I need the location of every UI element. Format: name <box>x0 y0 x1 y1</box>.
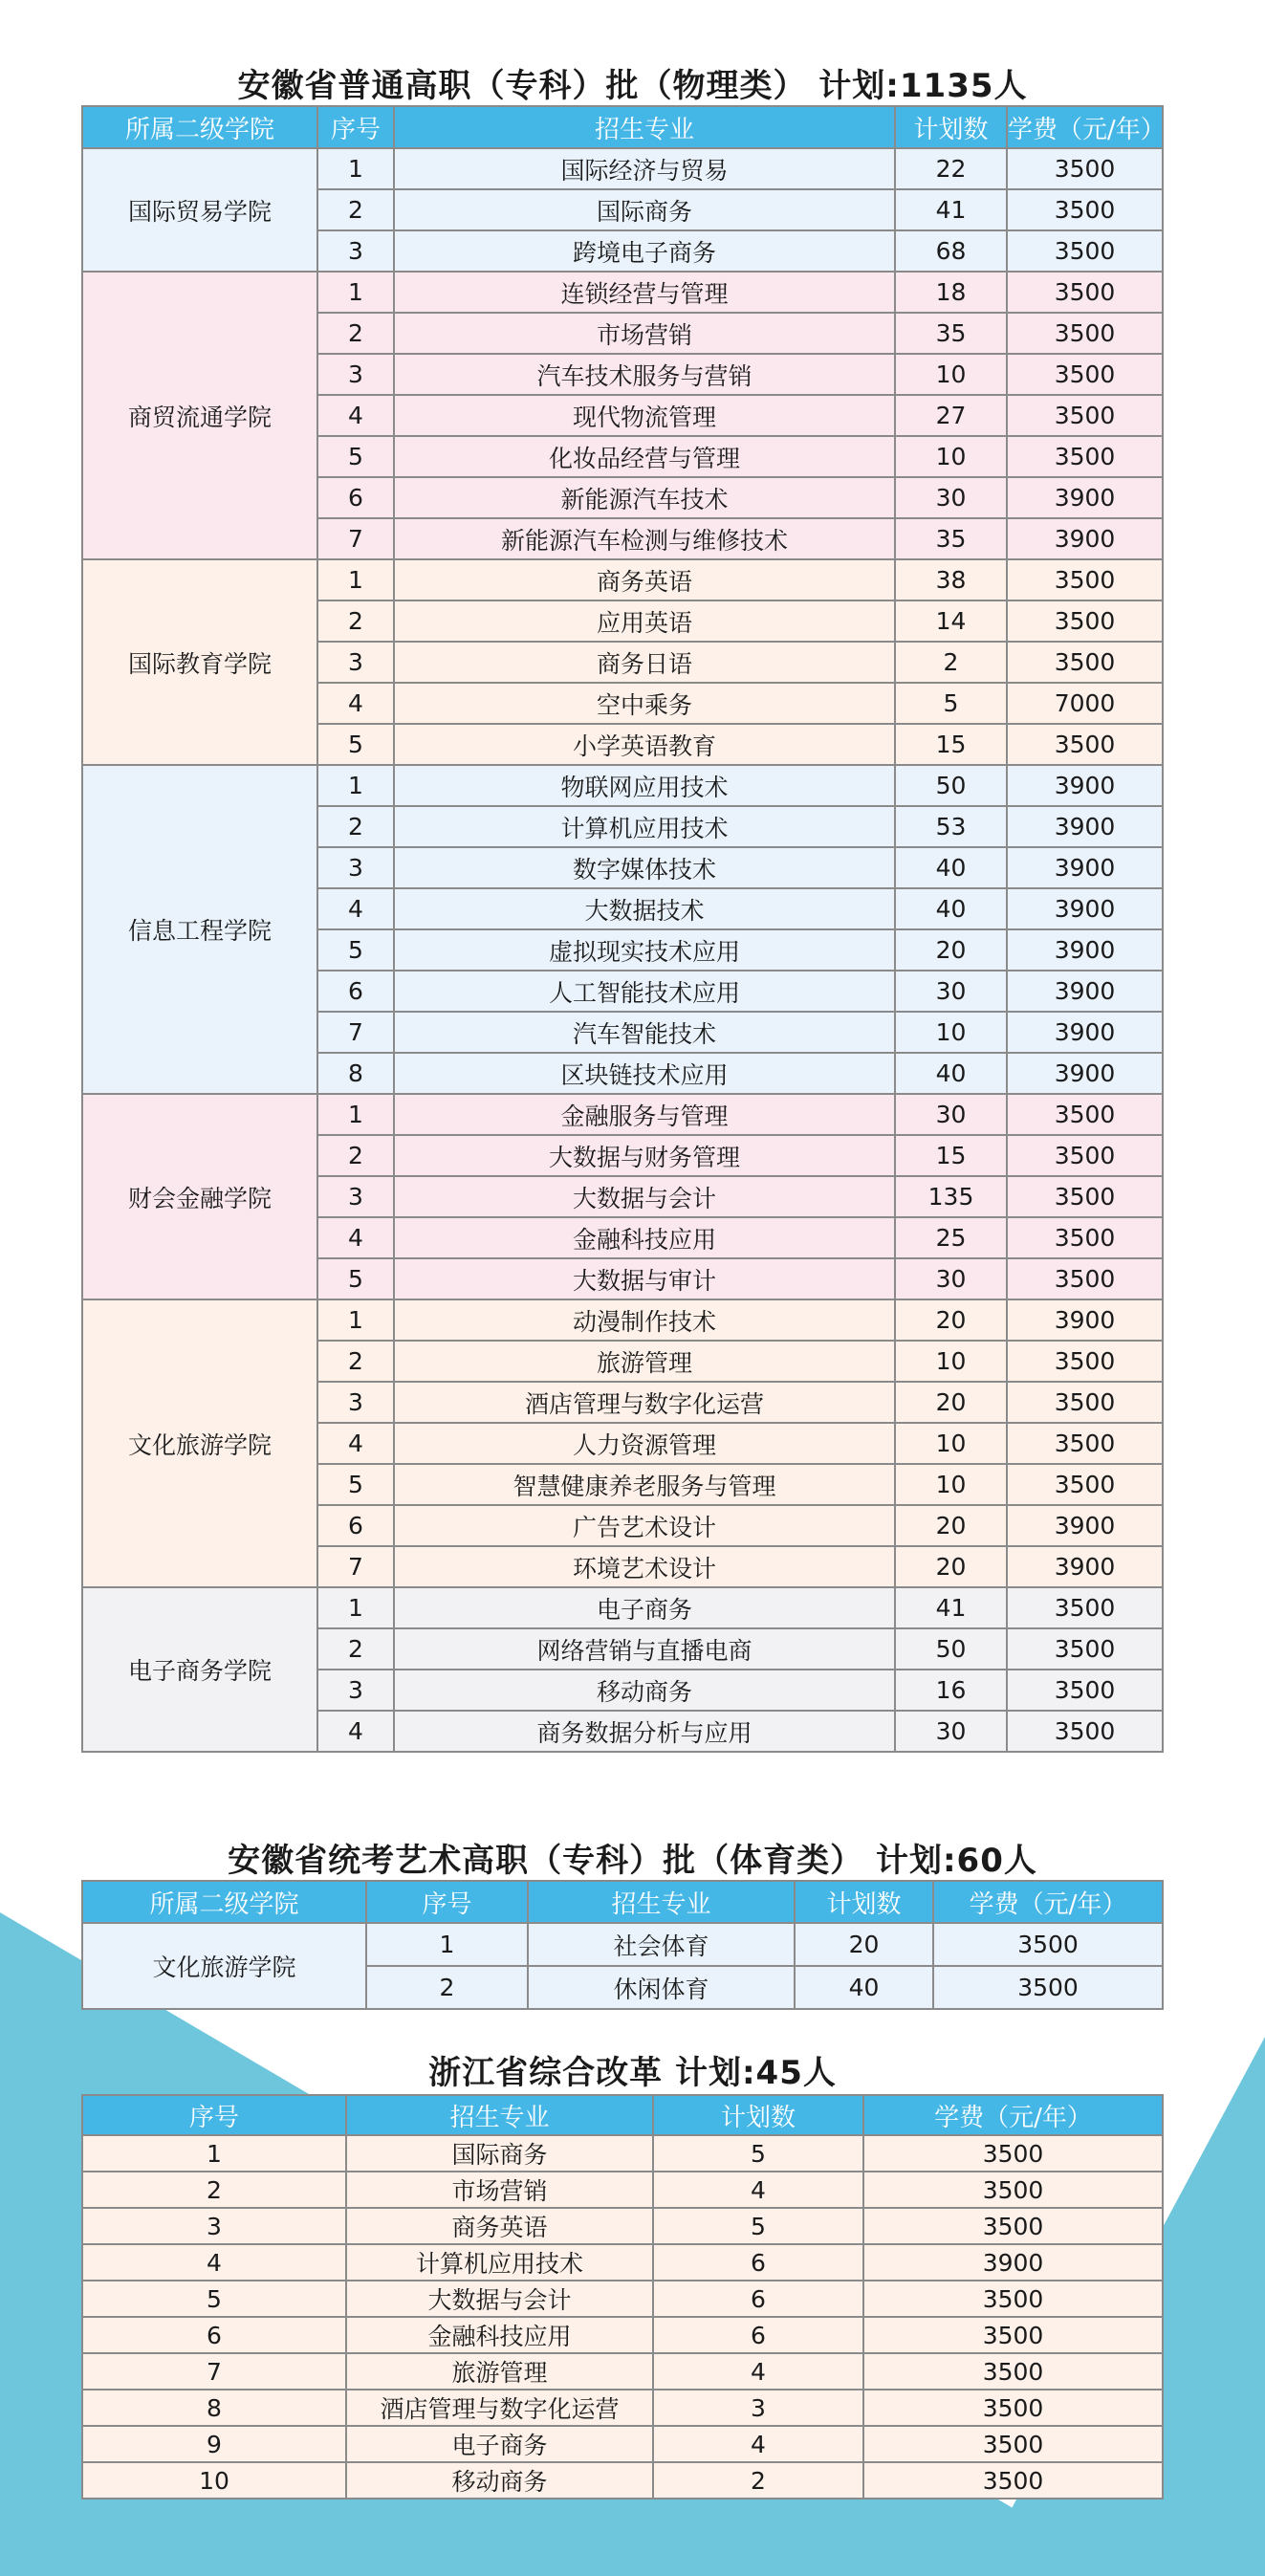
tuition-cell: 3500 <box>1007 230 1163 272</box>
table3-title: 浙江省综合改革 计划:45人 <box>428 2054 837 2092</box>
major-cell: 国际经济与贸易 <box>394 148 895 189</box>
seq-cell: 2 <box>82 2172 346 2208</box>
tuition-cell: 3900 <box>1007 1053 1163 1094</box>
table-row <box>82 765 1163 806</box>
seq-cell: 4 <box>317 683 394 724</box>
plan-count-cell: 30 <box>895 477 1007 518</box>
plan-count-cell: 10 <box>895 1012 1007 1053</box>
tuition-cell: 3900 <box>1007 1505 1163 1546</box>
plan-count-cell: 20 <box>795 1923 933 1966</box>
tuition-cell: 3900 <box>1007 847 1163 888</box>
table-row <box>82 272 1163 313</box>
college-cell: 信息工程学院 <box>82 765 317 1094</box>
column-header: 学费（元/年） <box>1007 106 1163 148</box>
tuition-cell: 3500 <box>863 2353 1163 2390</box>
table-sports-plan <box>81 1880 1164 2010</box>
plan-count-cell: 135 <box>895 1176 1007 1217</box>
major-cell: 网络营销与直播电商 <box>394 1628 895 1670</box>
seq-cell: 2 <box>317 1135 394 1176</box>
seq-cell: 2 <box>317 806 394 847</box>
seq-cell: 5 <box>317 724 394 765</box>
plan-count-cell: 22 <box>895 148 1007 189</box>
column-header: 所属二级学院 <box>82 106 317 148</box>
plan-count-cell: 40 <box>895 847 1007 888</box>
major-cell: 酒店管理与数字化运营 <box>346 2390 653 2426</box>
plan-count-cell: 10 <box>895 1423 1007 1464</box>
seq-cell: 5 <box>317 1464 394 1505</box>
column-header: 计划数 <box>653 2095 863 2135</box>
major-cell: 市场营销 <box>346 2172 653 2208</box>
tuition-cell: 3500 <box>933 1966 1163 2009</box>
tuition-cell: 3500 <box>1007 148 1163 189</box>
seq-cell: 1 <box>82 2135 346 2172</box>
major-cell: 金融科技应用 <box>394 1217 895 1258</box>
tuition-cell: 3500 <box>1007 1341 1163 1382</box>
seq-cell: 1 <box>317 148 394 189</box>
table-header-row <box>82 1881 1163 1923</box>
college-cell: 财会金融学院 <box>82 1094 317 1299</box>
major-cell: 汽车技术服务与营销 <box>394 354 895 395</box>
seq-cell: 6 <box>317 1505 394 1546</box>
tuition-cell: 3500 <box>863 2317 1163 2353</box>
column-header: 招生专业 <box>346 2095 653 2135</box>
plan-count-cell: 4 <box>653 2353 863 2390</box>
seq-cell: 4 <box>317 395 394 436</box>
plan-count-cell: 25 <box>895 1217 1007 1258</box>
seq-cell: 2 <box>317 600 394 642</box>
college-cell: 文化旅游学院 <box>82 1299 317 1587</box>
tuition-cell: 3500 <box>1007 354 1163 395</box>
plan-count-cell: 6 <box>653 2244 863 2281</box>
tuition-cell: 3900 <box>1007 888 1163 929</box>
seq-cell: 1 <box>317 272 394 313</box>
plan-count-cell: 2 <box>653 2462 863 2499</box>
major-cell: 社会体育 <box>528 1923 795 1966</box>
plan-count-cell: 5 <box>653 2135 863 2172</box>
plan-count-cell: 4 <box>653 2172 863 2208</box>
column-header: 序号 <box>317 106 394 148</box>
seq-cell: 8 <box>317 1053 394 1094</box>
table-row <box>82 2390 1163 2426</box>
major-cell: 休闲体育 <box>528 1966 795 2009</box>
tuition-cell: 3500 <box>863 2172 1163 2208</box>
seq-cell: 3 <box>317 354 394 395</box>
seq-cell: 4 <box>82 2244 346 2281</box>
seq-cell: 5 <box>317 1258 394 1299</box>
tuition-cell: 3500 <box>1007 600 1163 642</box>
column-header: 所属二级学院 <box>82 1881 366 1923</box>
tuition-cell: 3500 <box>1007 1258 1163 1299</box>
table-row <box>82 2462 1163 2499</box>
seq-cell: 9 <box>82 2426 346 2462</box>
seq-cell: 3 <box>317 1382 394 1423</box>
tuition-cell: 3900 <box>1007 477 1163 518</box>
seq-cell: 4 <box>317 1423 394 1464</box>
major-cell: 计算机应用技术 <box>394 806 895 847</box>
tuition-cell: 3500 <box>863 2208 1163 2244</box>
tuition-cell: 3500 <box>863 2135 1163 2172</box>
seq-cell: 3 <box>317 1176 394 1217</box>
plan-count-cell: 53 <box>895 806 1007 847</box>
major-cell: 数字媒体技术 <box>394 847 895 888</box>
major-cell: 国际商务 <box>346 2135 653 2172</box>
column-header: 序号 <box>366 1881 528 1923</box>
college-cell: 文化旅游学院 <box>82 1923 366 2009</box>
major-cell: 大数据与审计 <box>394 1258 895 1299</box>
major-cell: 应用英语 <box>394 600 895 642</box>
plan-count-cell: 15 <box>895 724 1007 765</box>
plan-count-cell: 6 <box>653 2317 863 2353</box>
seq-cell: 2 <box>317 1628 394 1670</box>
college-cell: 商贸流通学院 <box>82 272 317 559</box>
tuition-cell: 3500 <box>1007 1670 1163 1711</box>
major-cell: 汽车智能技术 <box>394 1012 895 1053</box>
seq-cell: 4 <box>317 888 394 929</box>
table-row <box>82 2281 1163 2317</box>
plan-count-cell: 18 <box>895 272 1007 313</box>
major-cell: 动漫制作技术 <box>394 1299 895 1341</box>
major-cell: 环境艺术设计 <box>394 1546 895 1587</box>
tuition-cell: 3500 <box>1007 642 1163 683</box>
column-header: 招生专业 <box>528 1881 795 1923</box>
tuition-cell: 3500 <box>1007 1217 1163 1258</box>
seq-cell: 8 <box>82 2390 346 2426</box>
table-row <box>82 1094 1163 1135</box>
plan-count-cell: 40 <box>895 1053 1007 1094</box>
plan-count-cell: 5 <box>895 683 1007 724</box>
major-cell: 酒店管理与数字化运营 <box>394 1382 895 1423</box>
column-header: 学费（元/年） <box>863 2095 1163 2135</box>
major-cell: 商务英语 <box>346 2208 653 2244</box>
tuition-cell: 3500 <box>1007 1423 1163 1464</box>
plan-count-cell: 16 <box>895 1670 1007 1711</box>
seq-cell: 5 <box>82 2281 346 2317</box>
major-cell: 小学英语教育 <box>394 724 895 765</box>
college-cell: 国际贸易学院 <box>82 148 317 272</box>
major-cell: 连锁经营与管理 <box>394 272 895 313</box>
plan-count-cell: 20 <box>895 1382 1007 1423</box>
tuition-cell: 3500 <box>863 2426 1163 2462</box>
major-cell: 大数据技术 <box>394 888 895 929</box>
tuition-cell: 3500 <box>1007 1176 1163 1217</box>
major-cell: 商务日语 <box>394 642 895 683</box>
table-row <box>82 148 1163 189</box>
tuition-cell: 3900 <box>1007 929 1163 971</box>
major-cell: 大数据与会计 <box>346 2281 653 2317</box>
table-row <box>82 1587 1163 1628</box>
plan-count-cell: 10 <box>895 436 1007 477</box>
plan-count-cell: 20 <box>895 1505 1007 1546</box>
major-cell: 旅游管理 <box>346 2353 653 2390</box>
major-cell: 移动商务 <box>346 2462 653 2499</box>
plan-count-cell: 20 <box>895 1299 1007 1341</box>
table-header-row <box>82 106 1163 148</box>
seq-cell: 3 <box>317 642 394 683</box>
table-row <box>82 2135 1163 2172</box>
tuition-cell: 3500 <box>1007 436 1163 477</box>
major-cell: 计算机应用技术 <box>346 2244 653 2281</box>
seq-cell: 1 <box>317 1094 394 1135</box>
major-cell: 电子商务 <box>394 1587 895 1628</box>
major-cell: 人工智能技术应用 <box>394 971 895 1012</box>
plan-count-cell: 30 <box>895 1258 1007 1299</box>
major-cell: 金融科技应用 <box>346 2317 653 2353</box>
tuition-cell: 3900 <box>1007 1012 1163 1053</box>
seq-cell: 6 <box>317 971 394 1012</box>
plan-count-cell: 15 <box>895 1135 1007 1176</box>
tuition-cell: 3900 <box>1007 765 1163 806</box>
tuition-cell: 3900 <box>1007 518 1163 559</box>
major-cell: 跨境电子商务 <box>394 230 895 272</box>
seq-cell: 4 <box>317 1711 394 1752</box>
plan-count-cell: 20 <box>895 929 1007 971</box>
seq-cell: 6 <box>82 2317 346 2353</box>
seq-cell: 3 <box>317 847 394 888</box>
tuition-cell: 3500 <box>1007 395 1163 436</box>
tuition-cell: 3900 <box>1007 971 1163 1012</box>
tuition-cell: 3500 <box>1007 1587 1163 1628</box>
major-cell: 人力资源管理 <box>394 1423 895 1464</box>
tuition-cell: 3500 <box>1007 1135 1163 1176</box>
major-cell: 化妆品经营与管理 <box>394 436 895 477</box>
tuition-cell: 3500 <box>863 2390 1163 2426</box>
major-cell: 市场营销 <box>394 313 895 354</box>
plan-count-cell: 3 <box>653 2390 863 2426</box>
seq-cell: 1 <box>317 1587 394 1628</box>
seq-cell: 1 <box>317 559 394 600</box>
plan-count-cell: 40 <box>895 888 1007 929</box>
tuition-cell: 3900 <box>1007 1299 1163 1341</box>
tuition-cell: 3500 <box>1007 1382 1163 1423</box>
seq-cell: 7 <box>317 1012 394 1053</box>
college-cell: 国际教育学院 <box>82 559 317 765</box>
college-cell: 电子商务学院 <box>82 1587 317 1752</box>
major-cell: 广告艺术设计 <box>394 1505 895 1546</box>
table-row <box>82 2244 1163 2281</box>
table-row <box>82 2353 1163 2390</box>
major-cell: 移动商务 <box>394 1670 895 1711</box>
plan-count-cell: 6 <box>653 2281 863 2317</box>
major-cell: 大数据与财务管理 <box>394 1135 895 1176</box>
major-cell: 区块链技术应用 <box>394 1053 895 1094</box>
plan-count-cell: 38 <box>895 559 1007 600</box>
table1-title: 安徽省普通高职（专科）批（物理类） 计划:1135人 <box>237 67 1028 105</box>
plan-count-cell: 40 <box>795 1966 933 2009</box>
table-row <box>82 2208 1163 2244</box>
seq-cell: 3 <box>317 230 394 272</box>
plan-count-cell: 35 <box>895 313 1007 354</box>
plan-count-cell: 10 <box>895 354 1007 395</box>
plan-count-cell: 4 <box>653 2426 863 2462</box>
tuition-cell: 3500 <box>933 1923 1163 1966</box>
seq-cell: 5 <box>317 929 394 971</box>
seq-cell: 1 <box>317 765 394 806</box>
table-row <box>82 2317 1163 2353</box>
seq-cell: 3 <box>82 2208 346 2244</box>
plan-count-cell: 41 <box>895 1587 1007 1628</box>
tuition-cell: 3500 <box>1007 559 1163 600</box>
major-cell: 大数据与会计 <box>394 1176 895 1217</box>
tuition-cell: 3500 <box>1007 1628 1163 1670</box>
column-header: 序号 <box>82 2095 346 2135</box>
tuition-cell: 3500 <box>1007 1094 1163 1135</box>
major-cell: 虚拟现实技术应用 <box>394 929 895 971</box>
seq-cell: 3 <box>317 1670 394 1711</box>
plan-count-cell: 10 <box>895 1464 1007 1505</box>
plan-count-cell: 68 <box>895 230 1007 272</box>
major-cell: 智慧健康养老服务与管理 <box>394 1464 895 1505</box>
table-header-row <box>82 2095 1163 2135</box>
major-cell: 商务数据分析与应用 <box>394 1711 895 1752</box>
table-row <box>82 559 1163 600</box>
seq-cell: 7 <box>317 518 394 559</box>
major-cell: 旅游管理 <box>394 1341 895 1382</box>
plan-count-cell: 30 <box>895 1094 1007 1135</box>
seq-cell: 2 <box>317 1341 394 1382</box>
tuition-cell: 3500 <box>1007 1464 1163 1505</box>
major-cell: 现代物流管理 <box>394 395 895 436</box>
table-row <box>82 1923 1163 1966</box>
tuition-cell: 3900 <box>863 2244 1163 2281</box>
tuition-cell: 3900 <box>1007 1546 1163 1587</box>
seq-cell: 7 <box>317 1546 394 1587</box>
seq-cell: 2 <box>317 313 394 354</box>
plan-count-cell: 2 <box>895 642 1007 683</box>
plan-count-cell: 50 <box>895 1628 1007 1670</box>
column-header: 计划数 <box>895 106 1007 148</box>
tuition-cell: 3500 <box>1007 313 1163 354</box>
table-row <box>82 2426 1163 2462</box>
tuition-cell: 3500 <box>1007 1711 1163 1752</box>
plan-count-cell: 10 <box>895 1341 1007 1382</box>
tuition-cell: 3500 <box>1007 272 1163 313</box>
plan-count-cell: 14 <box>895 600 1007 642</box>
major-cell: 新能源汽车技术 <box>394 477 895 518</box>
table-row <box>82 2172 1163 2208</box>
tuition-cell: 3500 <box>863 2281 1163 2317</box>
seq-cell: 10 <box>82 2462 346 2499</box>
seq-cell: 5 <box>317 436 394 477</box>
tuition-cell: 7000 <box>1007 683 1163 724</box>
seq-cell: 1 <box>366 1923 528 1966</box>
plan-count-cell: 35 <box>895 518 1007 559</box>
seq-cell: 6 <box>317 477 394 518</box>
major-cell: 空中乘务 <box>394 683 895 724</box>
tuition-cell: 3900 <box>1007 806 1163 847</box>
major-cell: 金融服务与管理 <box>394 1094 895 1135</box>
plan-count-cell: 30 <box>895 1711 1007 1752</box>
major-cell: 国际商务 <box>394 189 895 230</box>
seq-cell: 2 <box>317 189 394 230</box>
column-header: 招生专业 <box>394 106 895 148</box>
plan-count-cell: 30 <box>895 971 1007 1012</box>
major-cell: 商务英语 <box>394 559 895 600</box>
seq-cell: 7 <box>82 2353 346 2390</box>
table-physics-plan <box>81 105 1164 1753</box>
seq-cell: 1 <box>317 1299 394 1341</box>
column-header: 学费（元/年） <box>933 1881 1163 1923</box>
plan-count-cell: 20 <box>895 1546 1007 1587</box>
table2-title: 安徽省统考艺术高职（专科）批（体育类） 计划:60人 <box>228 1842 1037 1880</box>
table-row <box>82 1299 1163 1341</box>
seq-cell: 2 <box>366 1966 528 2009</box>
tuition-cell: 3500 <box>1007 189 1163 230</box>
plan-count-cell: 50 <box>895 765 1007 806</box>
plan-count-cell: 27 <box>895 395 1007 436</box>
tuition-cell: 3500 <box>863 2462 1163 2499</box>
major-cell: 物联网应用技术 <box>394 765 895 806</box>
plan-count-cell: 5 <box>653 2208 863 2244</box>
table-zhejiang-plan <box>81 2094 1164 2500</box>
seq-cell: 4 <box>317 1217 394 1258</box>
column-header: 计划数 <box>795 1881 933 1923</box>
major-cell: 新能源汽车检测与维修技术 <box>394 518 895 559</box>
major-cell: 电子商务 <box>346 2426 653 2462</box>
plan-count-cell: 41 <box>895 189 1007 230</box>
tuition-cell: 3500 <box>1007 724 1163 765</box>
